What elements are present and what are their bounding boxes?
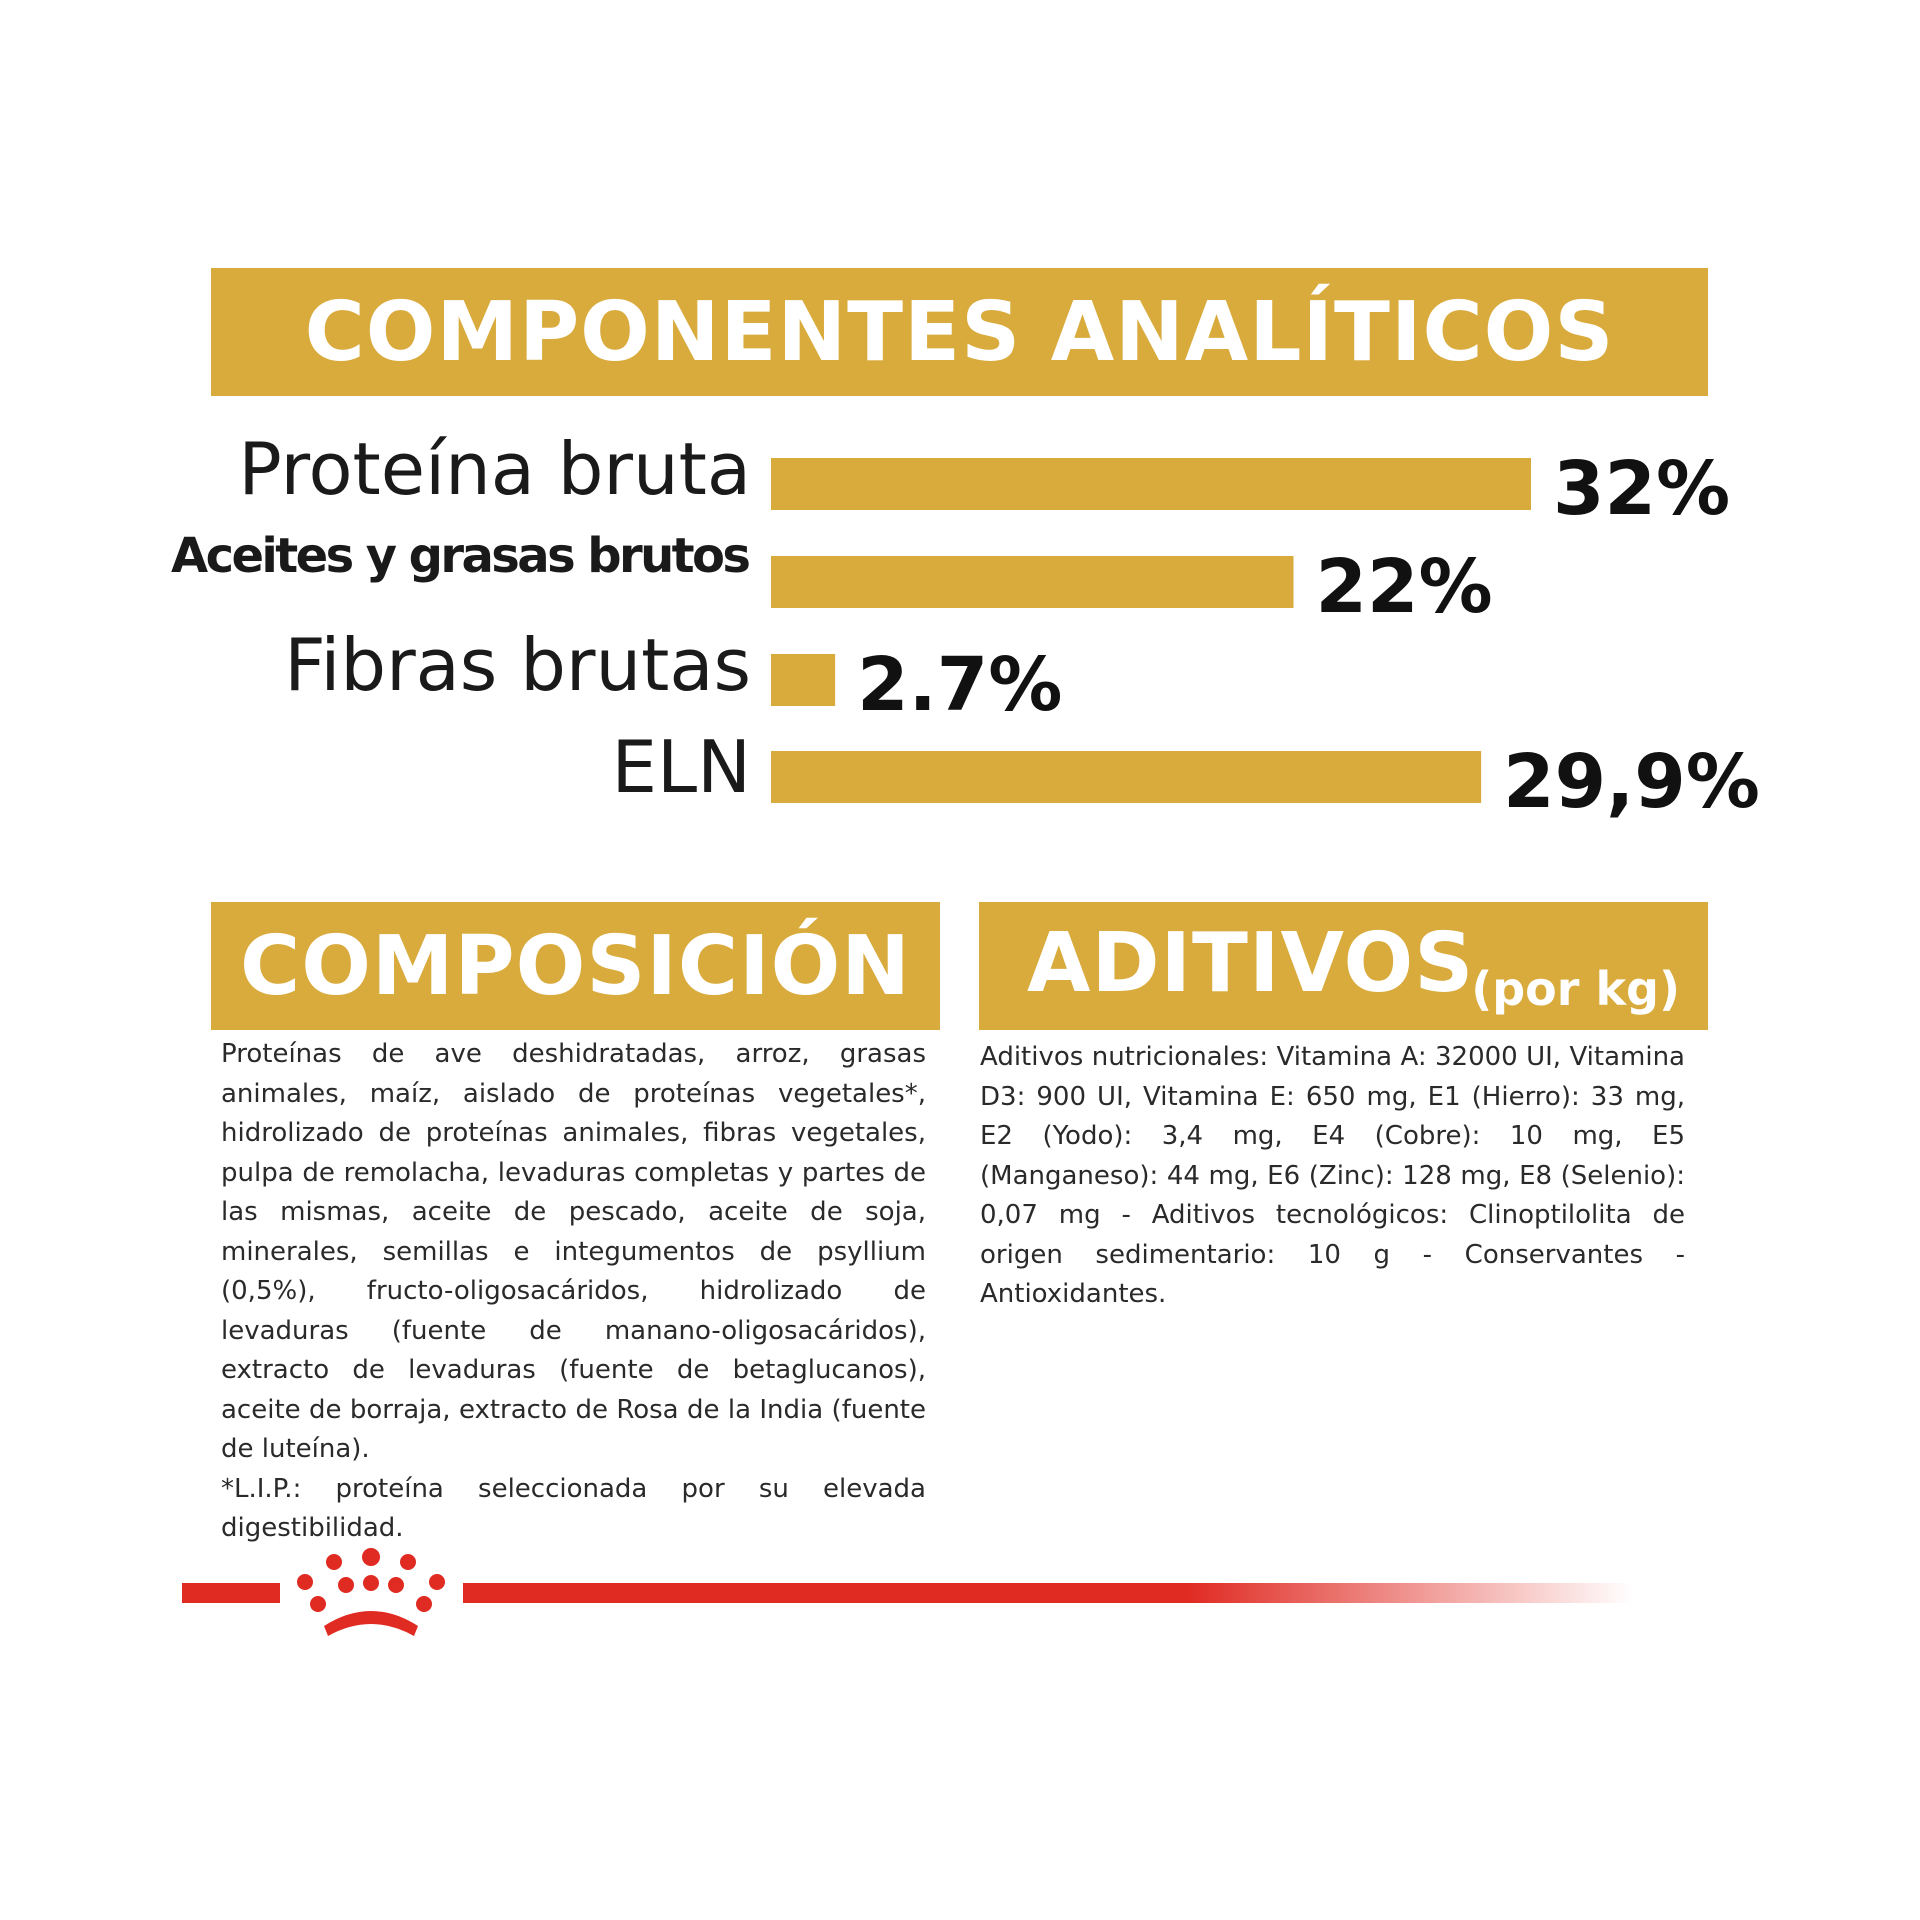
bar [771,458,1531,510]
value-label: 32% [1553,446,1731,532]
composicion-footnote: *L.I.P.: proteína seleccionada por su elevada digestibilidad. [221,1473,926,1543]
category-label: Proteína bruta [238,427,751,511]
category-label: Aceites y grasas brutos [171,528,751,584]
value-label: 29,9% [1503,739,1760,825]
nutrient-bar-chart [0,0,1920,860]
value-label: 2.7% [857,642,1063,728]
composicion-body [221,1035,926,1549]
header-componentes-analiticos-text: COMPONENTES ANALÍTICOS [304,284,1615,380]
header-composicion [211,902,940,1030]
header-aditivos-unit: (por kg) [1471,962,1680,1016]
header-aditivos-text: ADITIVOS [1027,916,1475,1011]
category-label: ELN [611,725,751,809]
bar [771,654,835,706]
header-composicion-text: COMPOSICIÓN [240,918,911,1014]
aditivos-body: Aditivos nutricionales: Vitamina A: 32000 UI, Vitamina D3: 900 UI, Vitamina E: 650 mg, E1 (Hierro): 33 mg, E2 (Yodo): 3,4 mg, E4 (Cobre): 10 mg, E5 (Manganeso): 44 mg, E6 (Zinc): 128 mg, E8 (Selenio): 0,07 mg - Aditivos tecnológicos: Clinoptilolita de origen sedimentario: 10 g - Conservantes - Antioxidantes. [980,1042,1685,1309]
category-label: Fibras brutas [284,623,751,707]
bar [771,556,1294,608]
crown-logo-icon [290,1548,452,1638]
footer-red-line-right [463,1583,1633,1603]
bar [771,751,1481,803]
header-aditivos [979,902,1708,1030]
footer-red-line-left [182,1583,280,1603]
value-label: 22% [1315,544,1493,630]
composicion-paragraph: Proteínas de ave deshidratadas, arroz, grasas animales, maíz, aislado de proteínas vegetales*, hidrolizado de proteínas animales, fibras vegetales, pulpa de remolacha, levaduras completas y partes de las mismas, aceite de pescado, aceite de soja, minerales, semillas e integumentos de psyllium (0,5%), fructo-oligosacáridos, hidrolizado de levaduras (fuente de manano-oligosacáridos), extracto de levaduras (fuente de betaglucanos), aceite de borraja, extracto de Rosa de la India (fuente de luteína). [221,1039,926,1464]
